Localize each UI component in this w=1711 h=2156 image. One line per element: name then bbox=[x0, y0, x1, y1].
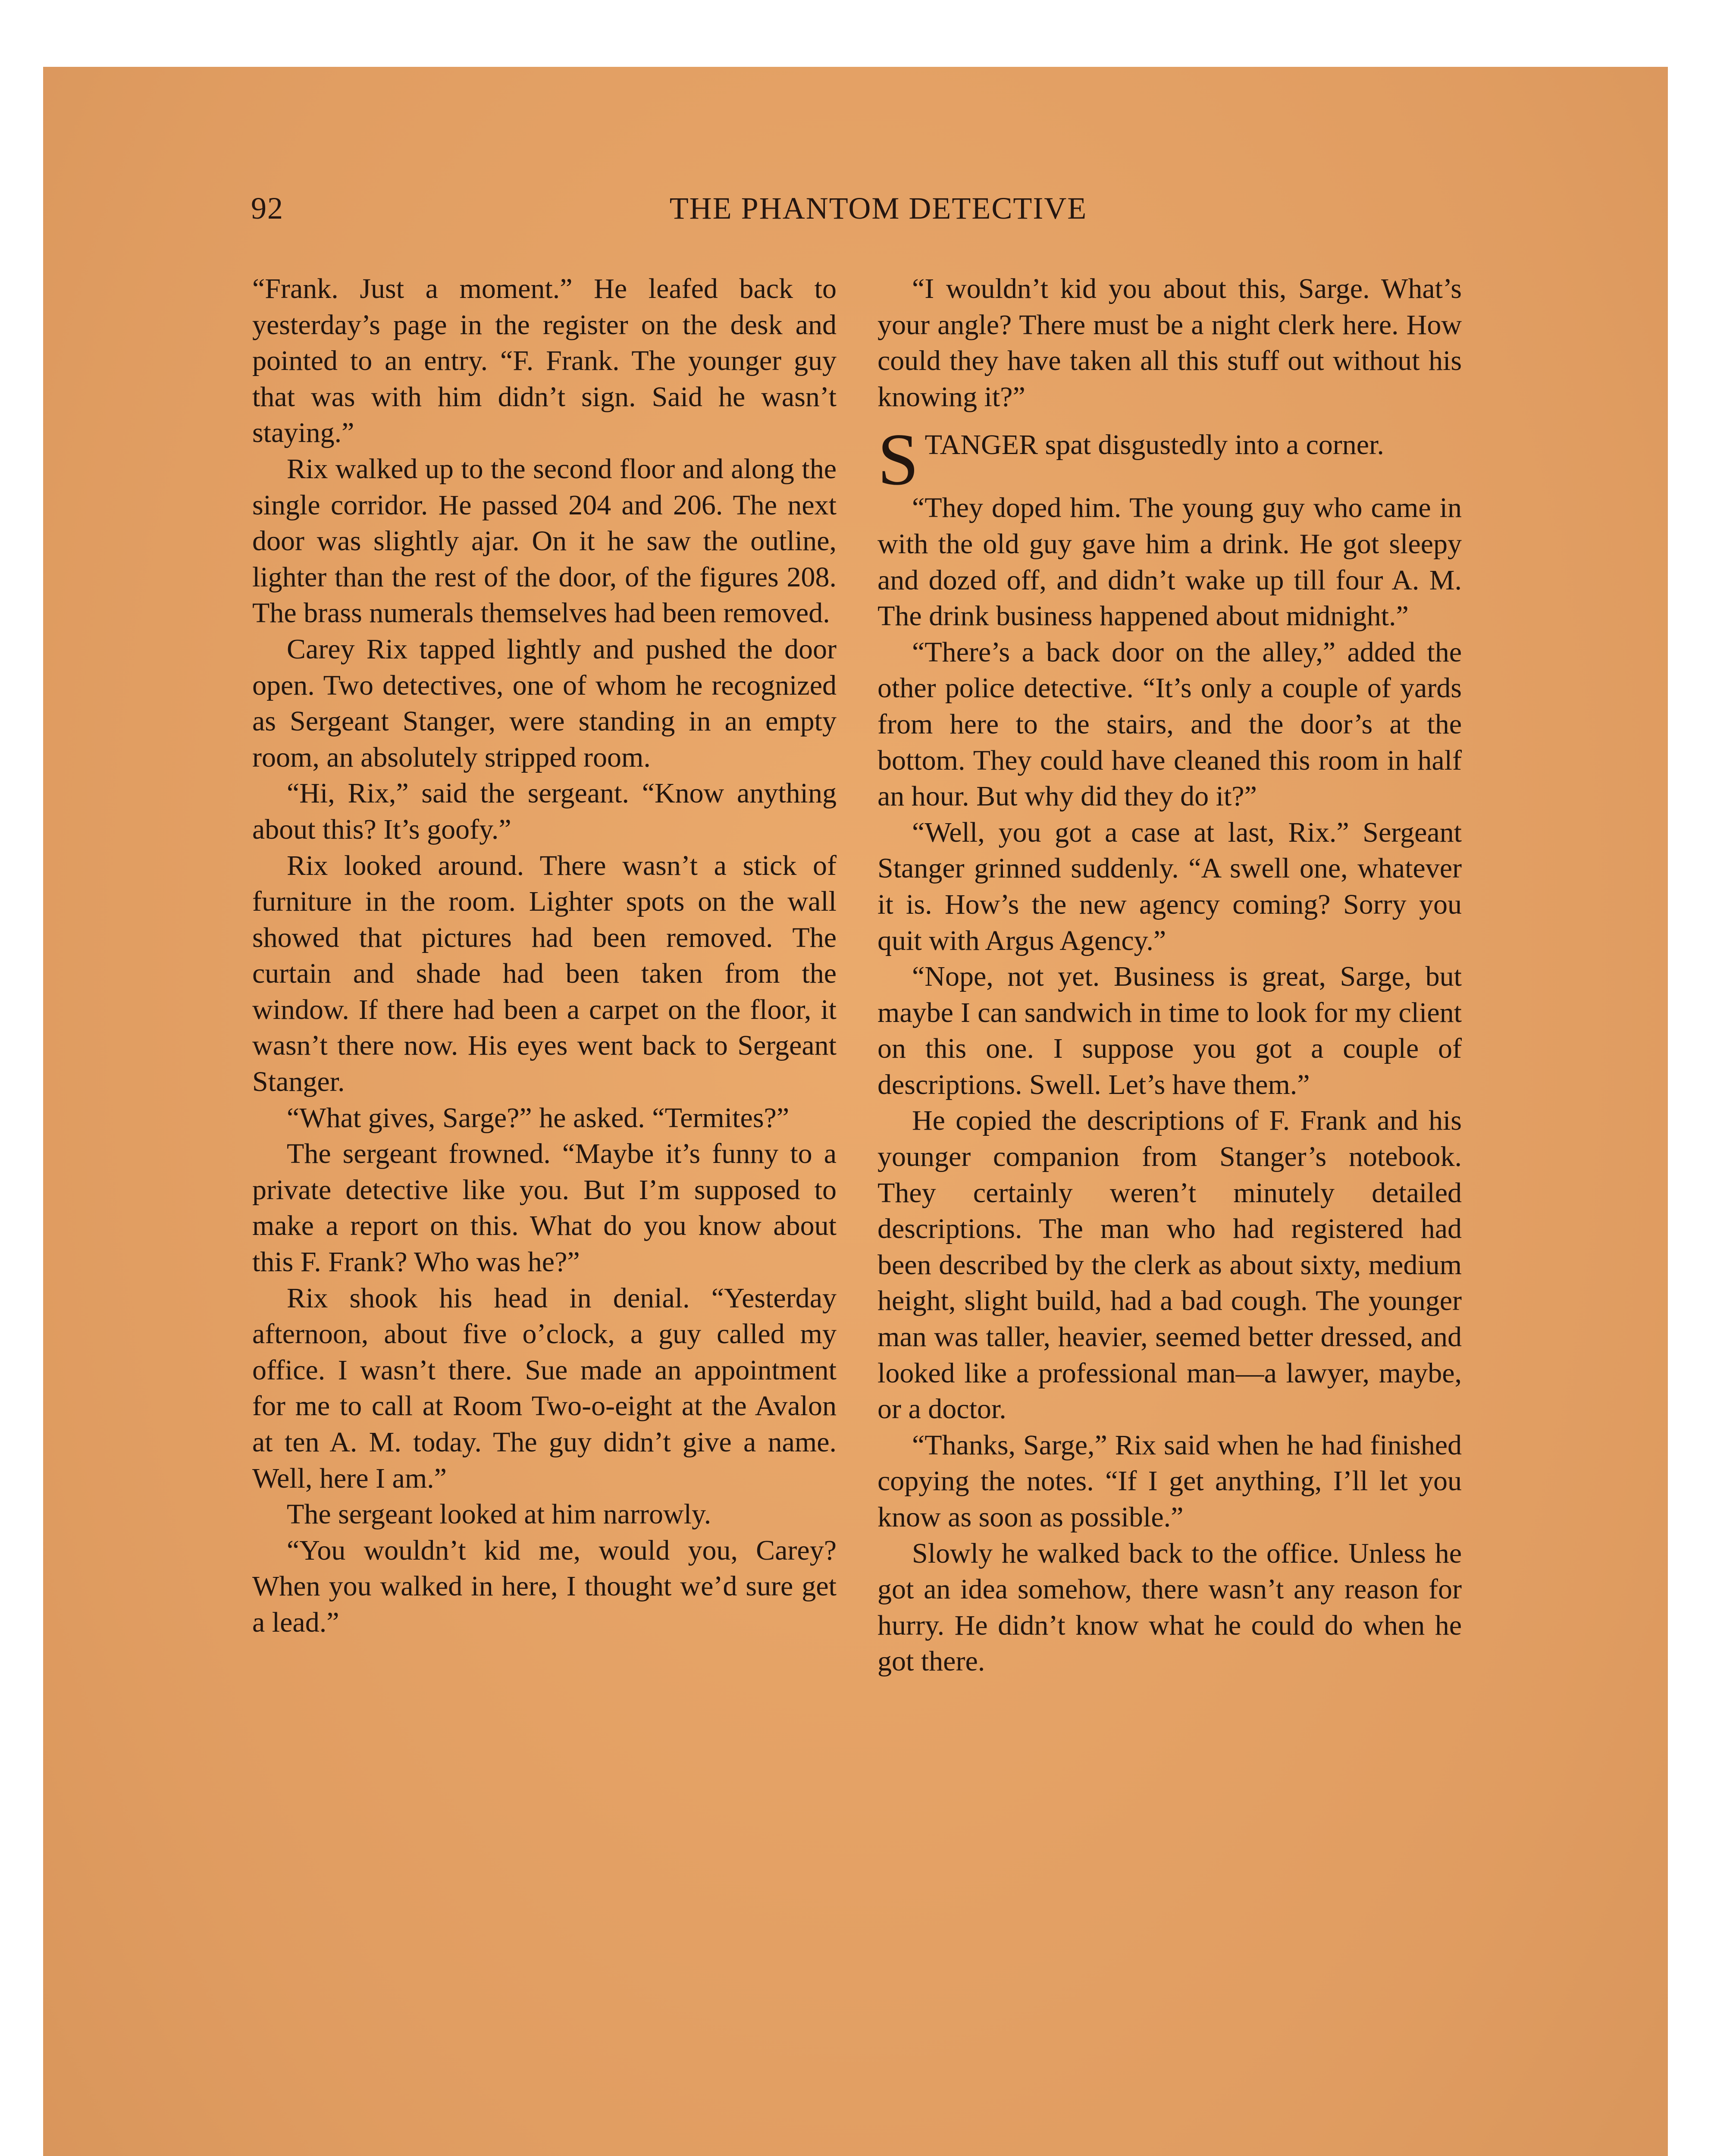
left-column bbox=[252, 271, 837, 1641]
dropcap-paragraph bbox=[877, 419, 1462, 501]
paragraph: Rix walked up to the second floor and along the single corridor. He passed 204 and 206. The next door was slightly ajar. On it he saw the outline, lighter than the rest of the door, of the figures 208. The brass numerals themselves had been removed. bbox=[252, 453, 837, 629]
paragraph: “There’s a back door on the alley,” added the other police detective. “It’s only a couple of yards from here to the stairs, and the door’s at the bottom. They could have cleaned this room in half an hour. But why did they do it?” bbox=[877, 636, 1462, 812]
page-header bbox=[251, 191, 1506, 229]
paragraph: “Frank. Just a moment.” He leafed back to yesterday’s page in the register on the desk and pointed to an entry. “F. Frank. The younger guy that was with him didn’t sign. Said he wasn’t staying.” bbox=[252, 273, 837, 449]
right-column bbox=[877, 271, 1462, 1680]
paragraph: Rix shook his head in denial. “Yesterday afternoon, about five o’clock, a guy called my office. I wasn’t there. Sue made an appointment for me to call at Room Two-o-eight at the Avalon at ten A. M. today. The guy didn’t give a name. Well, here I am.” bbox=[252, 1282, 837, 1494]
paragraph: “Well, you got a case at last, Rix.” Sergeant Stanger grinned suddenly. “A swell one, whatever it is. How’s the new agency coming? Sorry you quit with Argus Agency.” bbox=[877, 816, 1462, 956]
paragraph: “What gives, Sarge?” he asked. “Termites?” bbox=[287, 1102, 790, 1134]
paragraph: The sergeant looked at him narrowly. bbox=[287, 1498, 711, 1530]
paragraph: He copied the descriptions of F. Frank and his younger companion from Stanger’s notebook. They certainly weren’t minutely detailed descriptions. The man who had registered had been described by the clerk as about sixty, medium height, slight build, had a bad cough. The younger man was taller, heavier, seemed better dressed, and looked like a professional man—a lawyer, maybe, or a doctor. bbox=[877, 1105, 1462, 1425]
paragraph: “Hi, Rix,” said the sergeant. “Know anything about this? It’s goofy.” bbox=[252, 777, 837, 845]
paragraph: “They doped him. The young guy who came in with the old guy gave him a drink. He got sleepy and dozed off, and didn’t wake up till four A. M. The drink business happened about midnight.” bbox=[877, 492, 1462, 632]
paragraph: Carey Rix tapped lightly and pushed the door open. Two detectives, one of whom he recognized as Sergeant Stanger, were standing in an empty room, an absolutely stripped room. bbox=[252, 633, 837, 773]
paragraph: “Thanks, Sarge,” Rix said when he had finished copying the notes. “If I get anything, I’ll let you know as soon as possible.” bbox=[877, 1429, 1462, 1533]
paragraph: “I wouldn’t kid you about this, Sarge. What’s your angle? There must be a night clerk here. How could they have taken all this stuff out without his knowing it?” bbox=[877, 273, 1462, 413]
paragraph: “You wouldn’t kid me, would you, Carey? When you walked in here, I thought we’d sure get a lead.” bbox=[252, 1534, 837, 1638]
dropcap-paragraph-text: TANGER spat disgustedly into a corner. bbox=[924, 429, 1384, 461]
drop-cap: S bbox=[877, 419, 919, 501]
paragraph: The sergeant frowned. “Maybe it’s funny to a private detective like you. But I’m supposed to make a report on this. What do you know about this F. Frank? Who was he?” bbox=[252, 1138, 837, 1278]
paragraph: Rix looked around. There wasn’t a stick of furniture in the room. Lighter spots on the wall showed that pictures had been removed. The curtain and shade had been taken from the window. If there had been a carpet on the floor, it wasn’t there now. His eyes went back to Sergeant Stanger. bbox=[252, 849, 837, 1098]
running-title: THE PHANTOM DETECTIVE bbox=[669, 191, 1087, 226]
page-number: 92 bbox=[251, 191, 284, 226]
paragraph: “Nope, not yet. Business is great, Sarge, but maybe I can sandwich in time to look for my client on this one. I suppose you got a couple of descriptions. Swell. Let’s have them.” bbox=[877, 961, 1462, 1100]
paragraph: Slowly he walked back to the office. Unless he got an idea somehow, there wasn’t any reason for hurry. He didn’t know what he could do when he got there. bbox=[877, 1537, 1462, 1677]
